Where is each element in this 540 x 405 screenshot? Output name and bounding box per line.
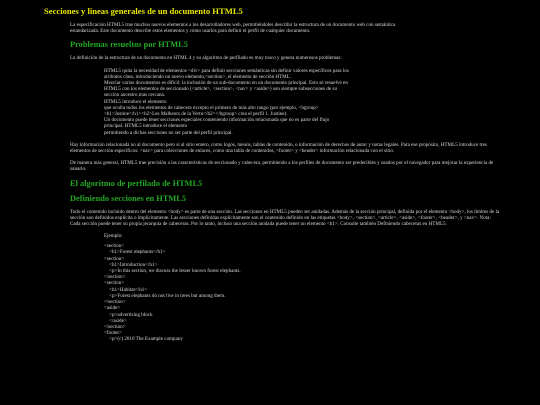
list-item: atributos class, introduciendo un nuevo elemento,<section>, el elemento de sección HTML.	[104, 73, 292, 80]
problems-paragraph-3: De manera más general, HTML5 trae precisión a las características de seccionado y cabecera, permitiendo a los perfiles de documento ser predecibles y usados por el navegador para mejorar la experiencia de usuario.	[70, 160, 494, 173]
problems-list	[104, 68, 409, 136]
list-item: que oculta todos los elementos de cabecera excepto el primero de más alto rango (por ejemplo, <hgroup>	[104, 104, 319, 111]
list-item: permitiendo a dichas secciones no ser parte del perfil principal.	[104, 129, 233, 136]
list-item: <h1>Justine</h1><h2>Les Malheurs de la Vertu</h2></hgroup> crea el perfil 1. Justine).	[104, 111, 288, 118]
list-item: principal. HTML5 introduce el elemento	[104, 123, 188, 130]
list-item: Un documento puede tener secciones especiales conteniendo información relacionada que no es parte del flujo	[104, 117, 330, 124]
list-item: HTML5 con los elementos de seccionado (<article>, <section>, <nav> y <aside>) son siempre subsecciones de su	[104, 86, 338, 93]
algorithm-heading: El algoritmo de perfilado de HTML5	[70, 178, 203, 188]
list-item: HTML5 introduce el elemento	[104, 98, 167, 105]
list-item: Mezclar varios documentos es difícil: la inclusión de un sub-documento en un documento principal. Esto se resuelve en	[104, 80, 348, 87]
list-item: HTML5 quita la necesidad de elementos <div> para definir secciones semánticas sin definir valores específicos para los	[104, 67, 349, 74]
page-title: Secciones y lineas generales de un documento HTML5	[44, 6, 243, 16]
problems-intro: La definición de la estructura de un documento en HTML 4 y su algoritmo de perfilado es muy tosco y genera numerosos problemas:	[70, 55, 342, 62]
problems-heading: Problemas resueltos por HTML5	[70, 40, 188, 50]
defining-paragraph: Todo el contenido incluido dentro del elemento <body> es parte de una sección. Las secciones en HTML5 pueden ser anidadas. Además de la sección principal, definida por el elemento <body>, los límites de la sección son definidos explícita o implícitamente. Las secciones definidas explícitamente son el contenido definido en las etiquetas <body>, <section>, <article>, <aside>, <footer>, <header>, y <nav>. Nota: Cada sección puede tener su propia jerarquía de cabeceras. Por lo tanto, incluso una sección anidada puede tener un elemento <h1>. Consulte también Definiendo cabeceras en HTML5.	[70, 208, 500, 228]
problems-paragraph-2: Hay información relacionada no al documento pero si al sitio entero, como logos, menús, tablas de contenido, o información de derechos de autor y notas legales. Para ese propósito, HTML5 introduce tres elementos de sección específicos: <nav> para colecciones de enlaces, como una tabla de contenidos, <footer> y <header> información relacionada con el sitio.	[70, 141, 487, 155]
defining-heading: Definiendo secciones en HTML5	[70, 193, 187, 203]
example-label: Ejemplo:	[104, 233, 123, 240]
code-example: <section> <h1>Forest elephants</h1> <section> <h1>Introduction</h1> <p>In this section, we discuss the lesser known forest elephants. </section> <section> <h1>Habitat</h1> <p>Forest elephants do not live in trees but among them. </section> <aside> <p>advertising block </aside> </section> <footer> <p>(c) 2010 The Example company	[104, 243, 241, 343]
intro-paragraph: La especificación HTML5 trae muchos nuevos elementos a los desarrolladores web, permitiéndoles describir la estructura de un documento web con semántica estandarizada. Este documento describe estos elementos y cómo usarlos para definir el perfil de cualquier documento.	[70, 22, 396, 35]
list-item: sección ancestro más cercana.	[104, 92, 166, 99]
